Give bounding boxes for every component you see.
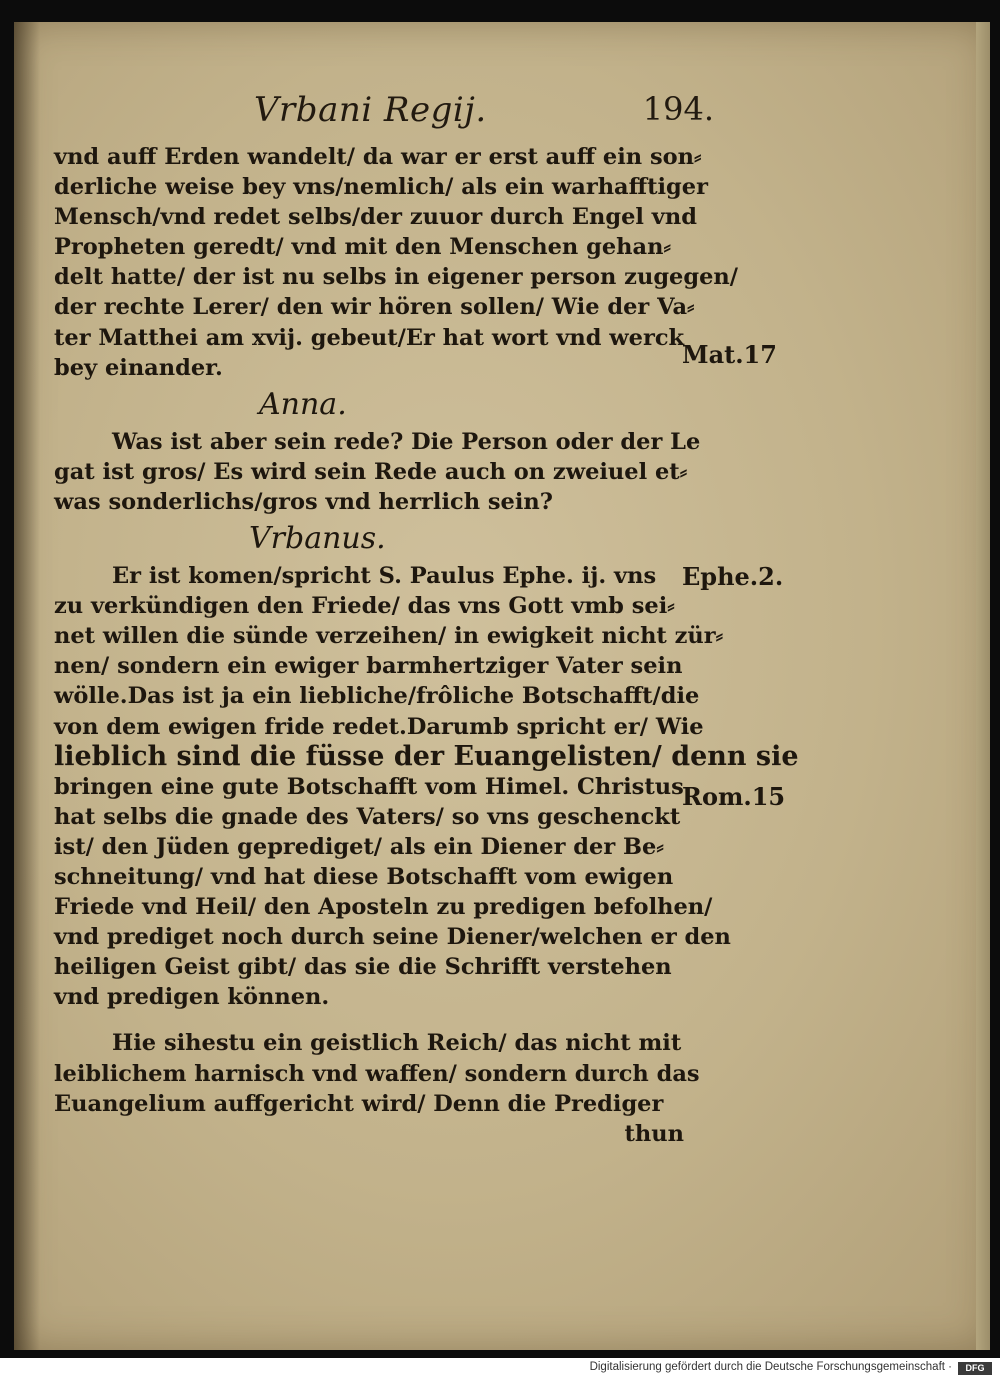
- text-line: bey einander.: [54, 354, 223, 381]
- text-line: Hie sihestu ein geistlich Reich/ das nicht mit: [112, 1030, 682, 1057]
- text-line: derliche weise bey vns/nemlich/ als ein warhafftiger: [54, 174, 708, 201]
- text-line: vnd auff Erden wandelt/ da war er erst auff ein son⸗: [54, 144, 702, 170]
- text-line: leiblichem harnisch vnd waffen/ sondern durch das: [54, 1060, 700, 1087]
- text-line: Er ist komen/spricht S. Paulus Ephe. ij. vns: [112, 563, 657, 590]
- text-line: gat ist gros/ Es wird sein Rede auch on zweiuel et⸗: [54, 458, 688, 485]
- text-line: hat selbs die gnade des Vaters/ so vns geschenckt: [54, 803, 681, 830]
- text-line: was sonderlichs/gros vnd herrlich sein?: [54, 488, 553, 515]
- text-line: lieblich sind die füsse der Euangelisten/ denn sie: [54, 740, 799, 772]
- margin-note-ephe: Ephe.2.: [682, 562, 784, 591]
- dfg-logo-icon: DFG: [958, 1362, 992, 1375]
- margin-note-mat: Mat.17: [682, 340, 777, 369]
- book-page: [14, 22, 990, 1350]
- text-line: Propheten geredt/ vnd mit den Menschen gehan⸗: [54, 234, 671, 261]
- running-title: Vrbani Regij.: [254, 90, 487, 130]
- text-line: Was ist aber sein rede? Die Person oder der Le: [112, 428, 701, 455]
- page-header: [224, 90, 714, 140]
- text-line: vnd prediget noch durch seine Diener/welchen er den: [54, 924, 731, 951]
- text-line: nen/ sondern ein ewiger barmhertziger Vater sein: [54, 653, 683, 680]
- page-number: 194.: [642, 90, 714, 128]
- text-line: delt hatte/ der ist nu selbs in eigener person zugegen/: [54, 264, 738, 291]
- text-line: Friede vnd Heil/ den Aposteln zu predigen befolhen/: [54, 894, 713, 921]
- speaker-heading-anna: Anna.: [259, 386, 347, 422]
- catchword: thun: [624, 1120, 684, 1147]
- funding-credit: Digitalisierung gefördert durch die Deutsche Forschungsgemeinschaft ·: [589, 1361, 952, 1373]
- text-line: ter Matthei am xvij. gebeut/Er hat wort vnd werck: [54, 324, 685, 351]
- footer-bar: [0, 1358, 1000, 1379]
- text-line: heiligen Geist gibt/ das sie die Schrifft verstehen: [54, 954, 672, 981]
- text-line: Mensch/vnd redet selbs/der zuuor durch Engel vnd: [54, 204, 697, 231]
- text-line: von dem ewigen fride redet.Darumb spricht er/ Wie: [54, 713, 704, 740]
- text-line: vnd predigen können.: [54, 984, 330, 1011]
- page-edge: [976, 22, 990, 1350]
- text-line: bringen eine gute Botschafft vom Himel. Christus: [54, 773, 684, 800]
- text-line: net willen die sünde verzeihen/ in ewigkeit nicht zür⸗: [54, 623, 724, 650]
- text-line: ist/ den Jüden geprediget/ als ein Diener der Be⸗: [54, 833, 664, 860]
- text-line: zu verkündigen den Friede/ das vns Gott vmb sei⸗: [54, 593, 675, 620]
- text-line: wölle.Das ist ja ein liebliche/frôliche Botschafft/die: [54, 683, 700, 710]
- text-line: der rechte Lerer/ den wir hören sollen/ Wie der Va⸗: [54, 294, 695, 321]
- text-line: Euangelium auffgericht wird/ Denn die Prediger: [54, 1090, 664, 1117]
- paragraph-gap: [54, 1012, 694, 1028]
- speaker-heading-urbanus: Vrbanus.: [249, 521, 386, 557]
- text-line: schneitung/ vnd hat diese Botschafft vom ewigen: [54, 863, 674, 890]
- margin-note-rom: Rom.15: [682, 782, 786, 811]
